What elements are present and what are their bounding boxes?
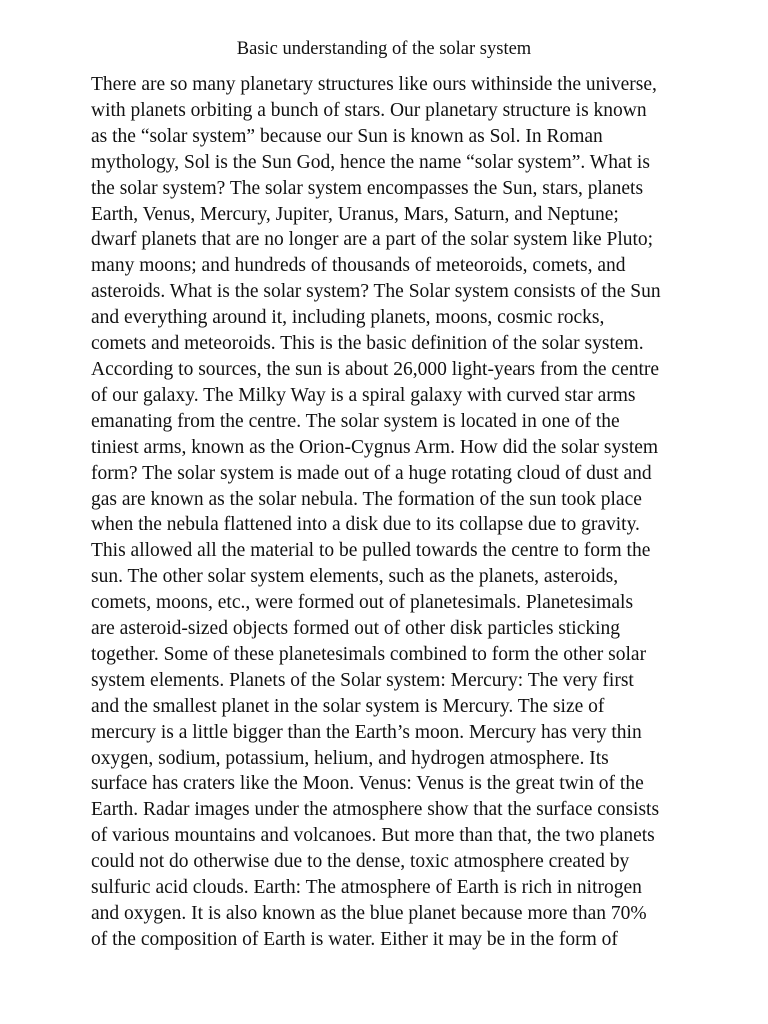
body-line: oxygen, sodium, potassium, helium, and hydrogen atmosphere. Its (91, 747, 609, 769)
body-line: According to sources, the sun is about 26,000 light-years from the centre (91, 358, 660, 380)
body-line: comets, moons, etc., were formed out of planetesimals. Planetesimals (91, 592, 634, 614)
body-line: and everything around it, including planets, moons, cosmic rocks, (91, 307, 605, 329)
body-line: as the “solar system” because our Sun is known as Sol. In Roman (91, 125, 603, 147)
body-line: are asteroid-sized objects formed out of other disk particles sticking (91, 618, 621, 640)
body-line: with planets orbiting a bunch of stars. Our planetary structure is known (91, 99, 647, 121)
document-title: Basic understanding of the solar system (236, 39, 532, 59)
document-body (91, 72, 691, 953)
body-line: when the nebula flattened into a disk due to its collapse due to gravity. (91, 514, 640, 536)
body-line: the solar system? The solar system encompasses the Sun, stars, planets (91, 177, 644, 199)
body-line: and the smallest planet in the solar system is Mercury. The size of (91, 695, 605, 717)
body-line: sulfuric acid clouds. Earth: The atmosphere of Earth is rich in nitrogen (91, 877, 642, 899)
body-line: This allowed all the material to be pulled towards the centre to form the (91, 540, 651, 562)
body-line: form? The solar system is made out of a huge rotating cloud of dust and (91, 462, 652, 484)
body-line: of the composition of Earth is water. Either it may be in the form of (91, 928, 618, 950)
body-line: Earth, Venus, Mercury, Jupiter, Uranus, Mars, Saturn, and Neptune; (91, 203, 619, 225)
body-line: mythology, Sol is the Sun God, hence the name “solar system”. What is (91, 151, 650, 173)
body-line: There are so many planetary structures like ours withinside the universe, (91, 74, 657, 95)
body-line: dwarf planets that are no longer are a part of the solar system like Pluto; (91, 229, 654, 251)
body-line: system elements. Planets of the Solar system: Mercury: The very first (91, 669, 634, 691)
body-line: together. Some of these planetesimals combined to form the other solar (91, 643, 647, 665)
body-line: tiniest arms, known as the Orion-Cygnus Arm. How did the solar system (91, 436, 659, 458)
body-line: of various mountains and volcanoes. But more than that, the two planets (91, 825, 655, 847)
body-line: of our galaxy. The Milky Way is a spiral galaxy with curved star arms (91, 384, 636, 406)
body-line: and oxygen. It is also known as the blue planet because more than 70% (91, 903, 647, 924)
body-line: many moons; and hundreds of thousands of meteoroids, comets, and (91, 255, 626, 277)
body-line: emanating from the centre. The solar system is located in one of the (91, 410, 620, 432)
body-line: sun. The other solar system elements, such as the planets, asteroids, (91, 566, 619, 588)
body-line: Earth. Radar images under the atmosphere show that the surface consists (91, 799, 660, 821)
body-line: surface has craters like the Moon. Venus: Venus is the great twin of the (91, 773, 644, 795)
body-line: comets and meteoroids. This is the basic definition of the solar system. (91, 333, 644, 355)
body-line: could not do otherwise due to the dense, toxic atmosphere created by (91, 851, 630, 873)
body-line: asteroids. What is the solar system? The Solar system consists of the Sun (91, 281, 661, 303)
body-line: mercury is a little bigger than the Earth’s moon. Mercury has very thin (91, 721, 642, 743)
body-line: gas are known as the solar nebula. The formation of the sun took place (91, 488, 642, 510)
